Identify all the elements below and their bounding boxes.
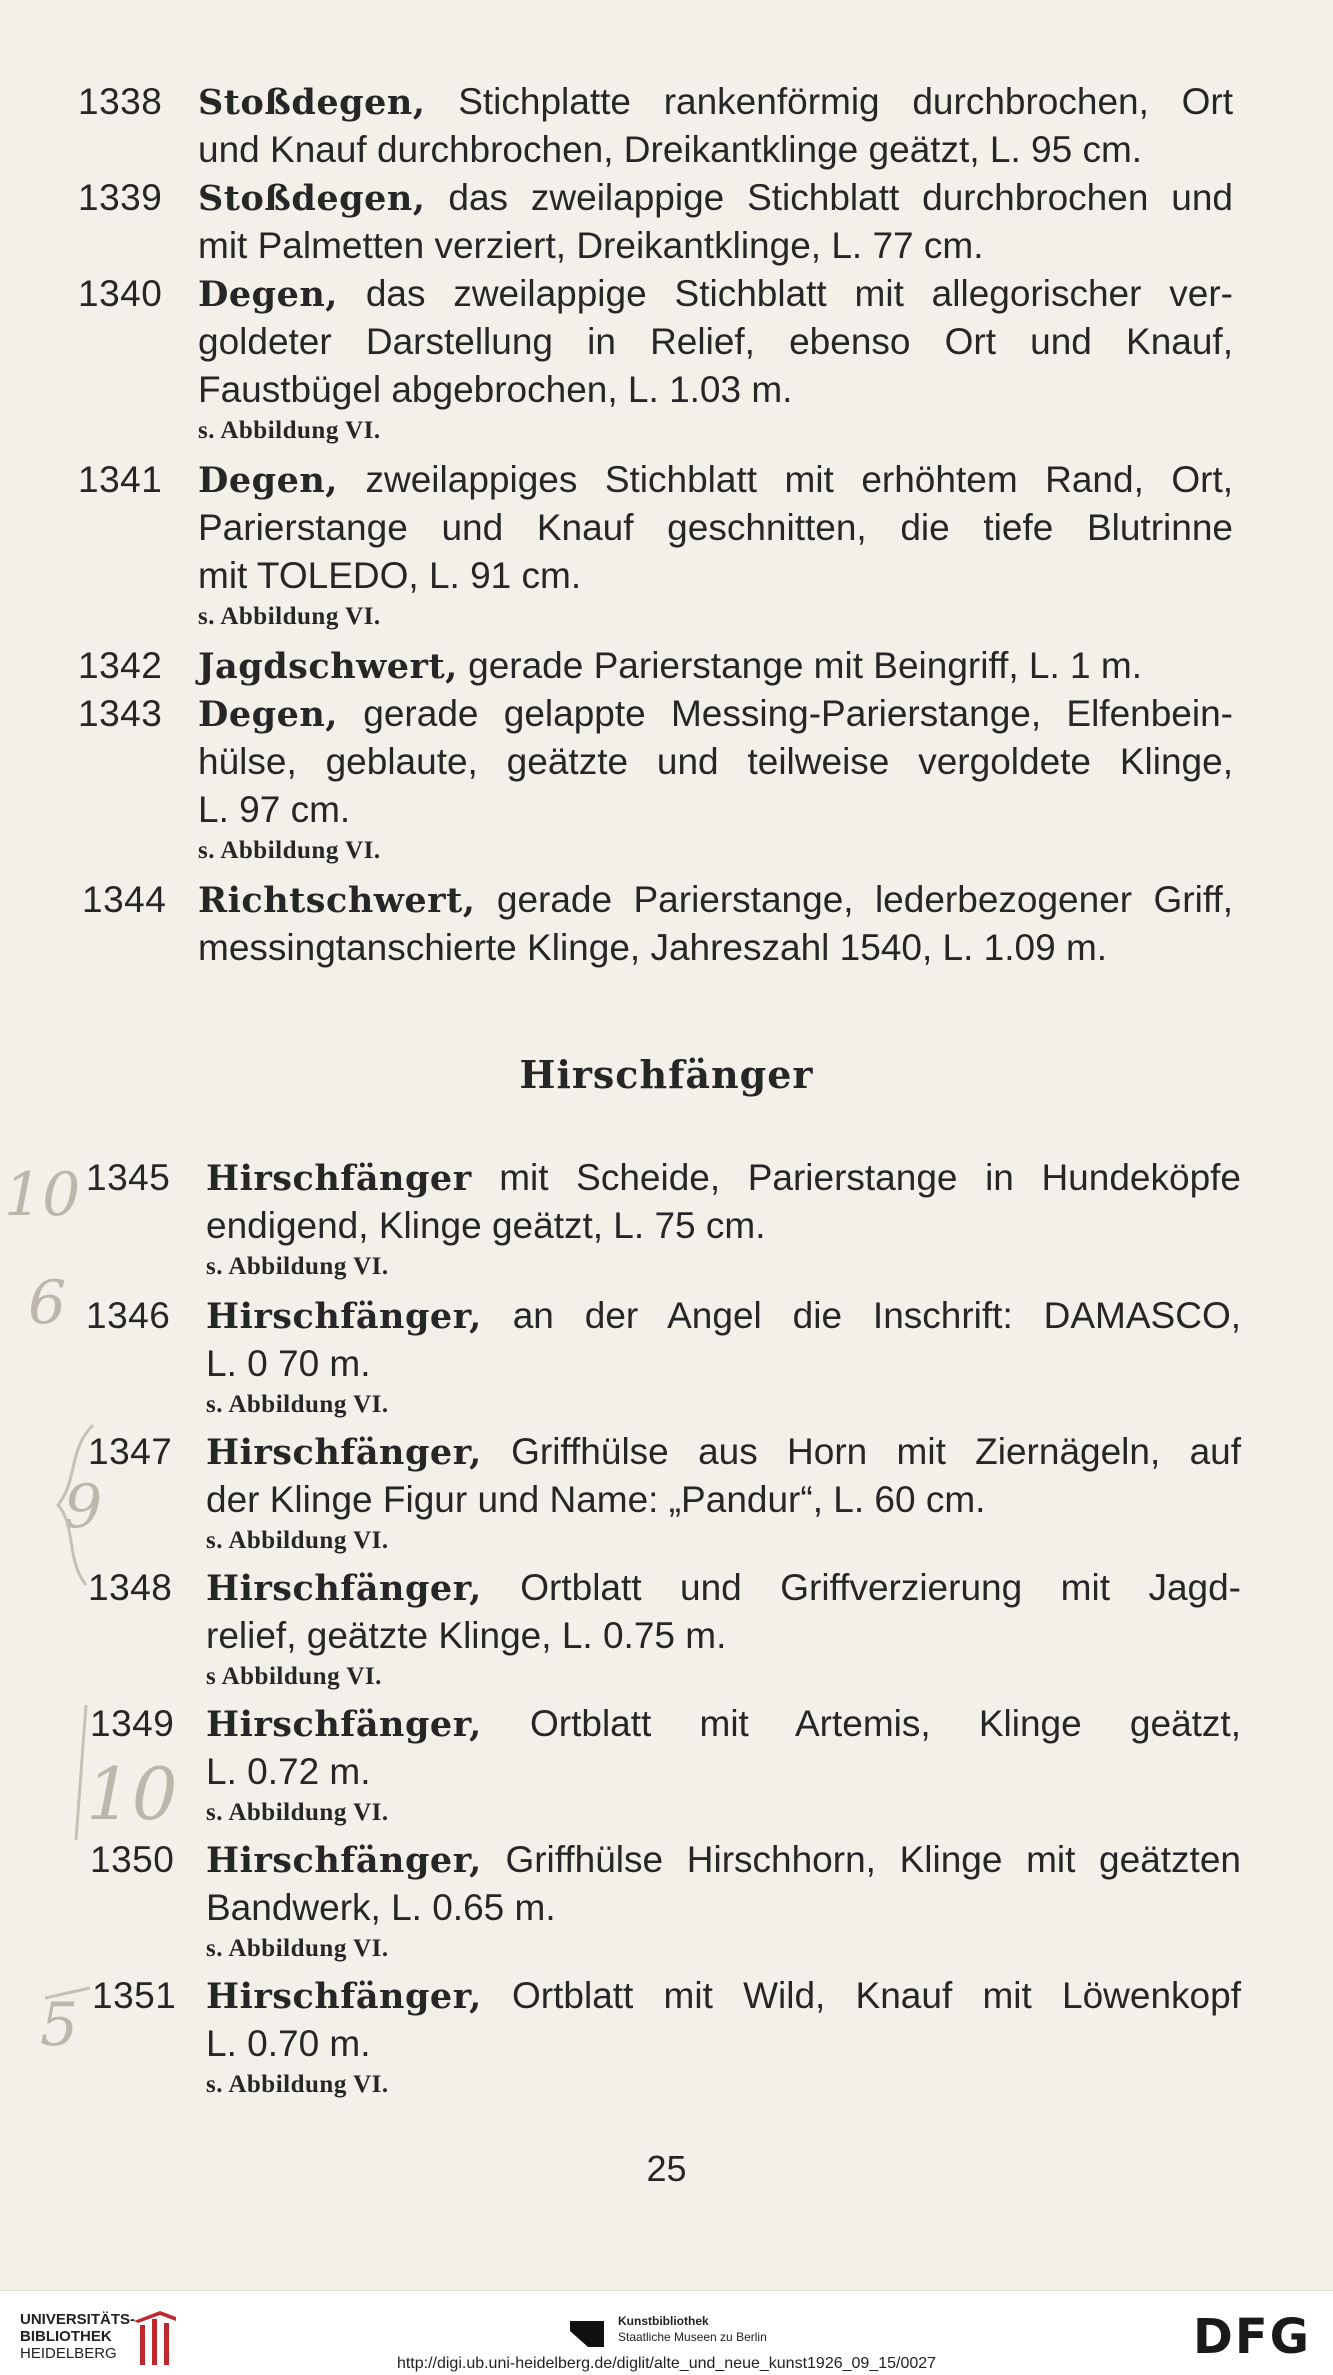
figure-reference: s. Abbildung VI. <box>206 1391 389 1418</box>
entry-description <box>206 1700 1241 1832</box>
entry-description <box>206 1292 1241 1424</box>
pencil-bracket <box>40 1980 100 2020</box>
entry-headword: Degen, <box>198 274 338 315</box>
figure-reference: s. Abbildung VI. <box>198 417 381 444</box>
figure-reference: s Abbildung VI. <box>206 1663 382 1690</box>
entry-text: mit TOLEDO, L. 91 cm. <box>198 555 582 596</box>
entry-line <box>206 1564 1241 1612</box>
entry-text: gerade gelappte Messing-Parierstange, Elfenbein- <box>363 693 1233 734</box>
entry-line <box>198 504 1233 552</box>
entry-number: 1346 <box>86 1295 171 1336</box>
entry-line <box>206 1836 1241 1884</box>
university-library-name[interactable]: UNIVERSITÄTS- BIBLIOTHEK HEIDELBERG <box>20 2311 136 2362</box>
entry-number: 1342 <box>78 645 163 686</box>
entry-description <box>206 1154 1241 1286</box>
entry-line <box>198 318 1233 366</box>
entry-number: 1338 <box>78 81 163 122</box>
entry-line <box>198 270 1233 318</box>
entry-headword: Hirschfänger, <box>206 1296 482 1337</box>
entry-headword: Stoßdegen, <box>198 178 426 219</box>
entry-description <box>198 690 1233 870</box>
entry-description <box>206 1428 1241 1560</box>
page-number: 25 <box>646 2148 687 2189</box>
kunstbibliothek-name[interactable]: Kunstbibliothek Staatliche Museen zu Berlin <box>618 2314 767 2344</box>
entry-line <box>206 1340 1241 1388</box>
pencil-annotation: 5 <box>40 1990 79 2060</box>
entry-text: L. 0.70 m. <box>206 2023 371 2064</box>
entry-text: relief, geätzte Klinge, L. 0.75 m. <box>206 1615 727 1656</box>
entry-headword: Stoßdegen, <box>198 82 426 123</box>
entry-line <box>206 1292 1241 1340</box>
entry-description <box>206 1972 1241 2104</box>
entry-line <box>198 786 1233 834</box>
section-title: Hirschfänger <box>519 1052 814 1097</box>
entry-description <box>206 1564 1241 1696</box>
pencil-bracket <box>38 1420 98 1590</box>
entry-line <box>198 690 1233 738</box>
entry-text: Parierstange und Knauf geschnitten, die tiefe Blutrinne <box>198 507 1233 548</box>
entry-headword: Degen, <box>198 694 338 735</box>
entry-line <box>206 1700 1241 1748</box>
entry-headword: Hirschfänger, <box>206 1976 482 2017</box>
entry-text: mit Scheide, Parierstange in Hundeköpfe <box>499 1157 1242 1198</box>
entry-text: gerade Parierstange mit Beingriff, L. 1 m. <box>468 645 1143 686</box>
entry-text: Faustbügel abgebrochen, L. 1.03 m. <box>198 369 793 410</box>
source-url[interactable]: http://digi.ub.uni-heidelberg.de/diglit/alte_und_neue_kunst1926_09_15/0027 <box>396 2355 937 2372</box>
entry-line <box>198 738 1233 786</box>
entry-number: 1341 <box>78 459 163 500</box>
entry-text: zweilappiges Stichblatt mit erhöhtem Rand, Ort, <box>365 459 1234 500</box>
figure-reference: s. Abbildung VI. <box>206 1253 389 1280</box>
entry-line <box>206 1428 1241 1476</box>
entry-text: das zweilappige Stichblatt mit allegorischer ver- <box>365 273 1234 314</box>
entry-line <box>206 1202 1241 1250</box>
entry-text: messingtanschierte Klinge, Jahreszahl 1540, L. 1.09 m. <box>198 927 1108 968</box>
entry-number: 1347 <box>88 1431 173 1472</box>
entry-text: Ortblatt mit Artemis, Klinge geätzt, <box>529 1703 1241 1744</box>
entry-number: 1344 <box>82 879 167 920</box>
entry-line <box>198 366 1233 414</box>
entry-text: Bandwerk, L. 0.65 m. <box>206 1887 556 1928</box>
entry-line <box>206 1612 1241 1660</box>
entry-text: L. 0.72 m. <box>206 1751 371 1792</box>
figure-reference: s. Abbildung VI. <box>206 2071 389 2098</box>
entry-line <box>198 456 1233 504</box>
entry-text: endigend, Klinge geätzt, L. 75 cm. <box>206 1205 766 1246</box>
entry-line <box>198 78 1233 126</box>
entry-text: L. 0 70 m. <box>206 1343 371 1384</box>
entry-number: 1349 <box>90 1703 175 1744</box>
pencil-annotation: 6 <box>28 1268 67 1338</box>
entry-line <box>206 1476 1241 1524</box>
figure-reference: s. Abbildung VI. <box>206 1935 389 1962</box>
entry-text: der Klinge Figur und Name: „Pandur“, L. 60 cm. <box>206 1479 986 1520</box>
entry-line <box>198 222 1233 270</box>
entry-headword: Richtschwert, <box>198 880 476 921</box>
entry-headword: Hirschfänger, <box>206 1704 482 1745</box>
entry-headword: Degen, <box>198 460 338 501</box>
entry-number: 1343 <box>78 693 163 734</box>
entry-line <box>198 642 1233 690</box>
entry-line <box>198 126 1233 174</box>
entry-description <box>198 78 1233 174</box>
entry-text: gerade Parierstange, lederbezogener Griff, <box>496 879 1233 920</box>
entry-line <box>198 876 1233 924</box>
entry-line <box>198 552 1233 600</box>
entry-text: goldeter Darstellung in Relief, ebenso Ort und Knauf, <box>198 321 1233 362</box>
entry-text: an der Angel die Inschrift: DAMASCO, <box>512 1295 1242 1336</box>
entry-number: 1340 <box>78 273 163 314</box>
entry-line <box>206 1884 1241 1932</box>
entry-line <box>206 2020 1241 2068</box>
entry-line <box>206 1972 1241 2020</box>
entry-description <box>198 876 1233 972</box>
figure-reference: s. Abbildung VI. <box>206 1527 389 1554</box>
entry-number: 1351 <box>92 1975 177 2016</box>
pencil-annotation: 9 <box>64 1472 103 1542</box>
pencil-bracket <box>46 1700 106 1850</box>
entry-text: hülse, geblaute, geätzte und teilweise vergoldete Klinge, <box>198 741 1233 782</box>
entry-line <box>206 1154 1241 1202</box>
entry-line <box>206 1748 1241 1796</box>
pencil-annotation: 10 <box>86 1752 178 1836</box>
entry-text: mit Palmetten verziert, Dreikantklinge, L. 77 cm. <box>198 225 984 266</box>
entry-headword: Hirschfänger <box>206 1158 472 1199</box>
entry-number: 1339 <box>78 177 163 218</box>
entry-description <box>198 642 1233 690</box>
kunstbibliothek-logo-icon <box>568 2317 608 2351</box>
entry-number: 1345 <box>86 1157 171 1198</box>
entry-description <box>198 456 1233 636</box>
entry-text: Stichplatte rankenförmig durchbrochen, Ort <box>458 81 1233 122</box>
entry-description <box>198 270 1233 450</box>
entry-description <box>198 174 1233 270</box>
pencil-annotation: 10 <box>4 1160 81 1230</box>
entry-headword: Hirschfänger, <box>206 1568 482 1609</box>
entry-line <box>198 924 1233 972</box>
entry-headword: Hirschfänger, <box>206 1432 482 1473</box>
entry-text: Ortblatt mit Wild, Knauf mit Löwenkopf <box>512 1975 1241 2016</box>
figure-reference: s. Abbildung VI. <box>198 837 381 864</box>
figure-reference: s. Abbildung VI. <box>198 603 381 630</box>
entry-headword: Hirschfänger, <box>206 1840 482 1881</box>
dfg-logo[interactable]: DFG <box>1192 2309 1311 2365</box>
entry-line <box>198 174 1233 222</box>
figure-reference: s. Abbildung VI. <box>206 1799 389 1826</box>
entry-text: und Knauf durchbrochen, Dreikantklinge geätzt, L. 95 cm. <box>198 129 1143 170</box>
entry-description <box>206 1836 1241 1968</box>
entry-text: Ortblatt und Griffverzierung mit Jagd- <box>520 1567 1241 1608</box>
entry-text: das zweilappige Stichblatt durchbrochen und <box>448 177 1234 218</box>
entry-number: 1348 <box>88 1567 173 1608</box>
entry-headword: Jagdschwert, <box>198 646 458 687</box>
entry-text: Griffhülse aus Horn mit Ziernägeln, auf <box>511 1431 1242 1472</box>
entry-text: L. 97 cm. <box>198 789 351 830</box>
footer-bar <box>0 2290 1333 2375</box>
entry-text: Griffhülse Hirschhorn, Klinge mit geätzten <box>505 1839 1241 1880</box>
entry-number: 1350 <box>90 1839 175 1880</box>
